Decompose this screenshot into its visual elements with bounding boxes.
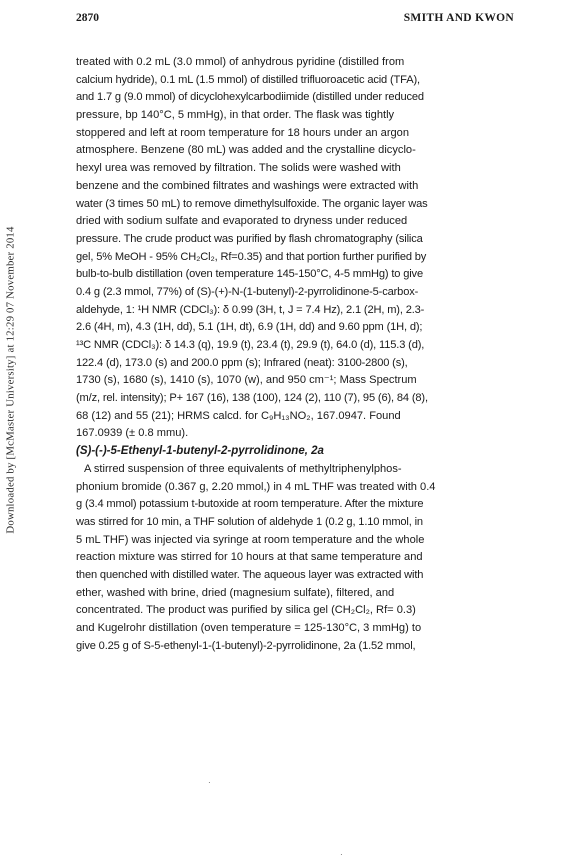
- text-line: ¹³C NMR (CDCl₃): δ 14.3 (q), 19.9 (t), 23.4 (t), 29.9 (t), 64.0 (d), 115.3 (d),: [76, 339, 425, 351]
- section-heading: (S)-(-)-5-Ethenyl-1-butenyl-2-pyrrolidinone, 2a: [76, 445, 324, 458]
- text-line: (m/z, rel. intensity); P+ 167 (16), 138 (100), 124 (2), 110 (7), 95 (6), 84 (8),: [76, 392, 428, 405]
- text-line: and Kugelrohr distillation (oven temperature = 125-130°C, 3 mmHg) to: [76, 622, 422, 634]
- text-line: dried with sodium sulfate and evaporated to dryness under reduced: [76, 215, 408, 228]
- text-line: A stirred suspension of three equivalents of methyltriphenylphos-: [84, 462, 402, 475]
- text-line: 122.4 (d), 173.0 (s) and 200.0 ppm (s); Infrared (neat): 3100-2800 (s),: [76, 356, 408, 369]
- text-line: ether, washed with brine, dried (magnesium sulfate), filtered, and: [76, 586, 395, 599]
- text-line: gel, 5% MeOH - 95% CH₂Cl₂, Rf=0.35) and that portion further purified by: [76, 250, 427, 263]
- text-line: phonium bromide (0.367 g, 2.20 mmol,) in 4 mL THF was treated with 0.4: [76, 480, 436, 493]
- text-line: hexyl urea was removed by filtration. The solids were washed with: [76, 162, 401, 175]
- text-line: 167.0939 (± 0.8 mmu).: [76, 427, 189, 440]
- text-line: benzene and the combined filtrates and washings were extracted with: [76, 179, 419, 192]
- text-line: pressure, bp 140°C, 5 mmHg), in that order. The flask was tightly: [76, 109, 395, 122]
- running-head: SMITH AND KWON: [403, 12, 514, 24]
- page-header: [76, 12, 514, 32]
- scan-speck: ·: [208, 778, 211, 787]
- text-line: 2.6 (4H, m), 4.3 (1H, dd), 5.1 (1H, dt), 6.9 (1H, dd) and 9.60 ppm (1H, d);: [76, 321, 423, 334]
- text-line: aldehyde, 1: ¹H NMR (CDCl₃): δ 0.99 (3H, t, J = 7.4 Hz), 2.1 (2H, m), 2.3-: [76, 303, 425, 316]
- text-line: was stirred for 10 min, a THF solution of aldehyde 1 (0.2 g, 1.10 mmol, in: [76, 515, 423, 528]
- text-line: treated with 0.2 mL (3.0 mmol) of anhydrous pyridine (distilled from: [76, 56, 405, 68]
- text-line: pressure. The crude product was purified by flash chromatography (silica: [76, 232, 423, 245]
- text-line: 5 mL THF) was injected via syringe at room temperature and the whole: [76, 533, 425, 546]
- text-line: calcium hydride), 0.1 mL (1.5 mmol) of distilled trifluoroacetic acid (TFA),: [76, 73, 420, 86]
- text-line: then quenched with distilled water. The aqueous layer was extracted with: [76, 568, 424, 581]
- text-line: bulb-to-bulb distillation (oven temperature 145-150°C, 4-5 mmHg) to give: [76, 268, 423, 281]
- body-text: [76, 54, 514, 655]
- text-line: 0.4 g (2.3 mmol, 77%) of (S)-(+)-N-(1-butenyl)-2-pyrrolidinone-5-carbox-: [76, 285, 419, 298]
- page-number: 2870: [76, 12, 99, 24]
- text-line: 1730 (s), 1680 (s), 1410 (s), 1070 (w), and 950 cm⁻¹; Mass Spectrum: [76, 374, 417, 387]
- text-line: and 1.7 g (9.0 mmol) of dicyclohexylcarbodiimide (distilled under reduced: [76, 91, 424, 104]
- text-line: give 0.25 g of S-5-ethenyl-1-(1-butenyl)-2-pyrrolidinone, 2a (1.52 mmol,: [76, 639, 416, 652]
- text-line: atmosphere. Benzene (80 mL) was added and the crystalline dicyclo-: [76, 144, 416, 157]
- text-line: water (3 times 50 mL) to remove dimethylsulfoxide. The organic layer was: [76, 197, 428, 210]
- text-line: g (3.4 mmol) potassium t-butoxide at room temperature. After the mixture: [76, 498, 424, 511]
- scan-speck: ·: [340, 850, 343, 859]
- text-line: 68 (12) and 55 (21); HRMS calcd. for C₉H₁₃NO₂, 167.0947. Found: [76, 409, 401, 422]
- download-watermark: [2, 150, 20, 610]
- text-line: stoppered and left at room temperature for 18 hours under an argon: [76, 126, 410, 139]
- text-line: concentrated. The product was purified by silica gel (CH₂Cl₂, Rf= 0.3): [76, 604, 416, 617]
- text-line: reaction mixture was stirred for 10 hours at that same temperature and: [76, 551, 423, 564]
- download-watermark-text: Downloaded by [McMaster University] at 12:29 07 November 2014: [5, 226, 18, 534]
